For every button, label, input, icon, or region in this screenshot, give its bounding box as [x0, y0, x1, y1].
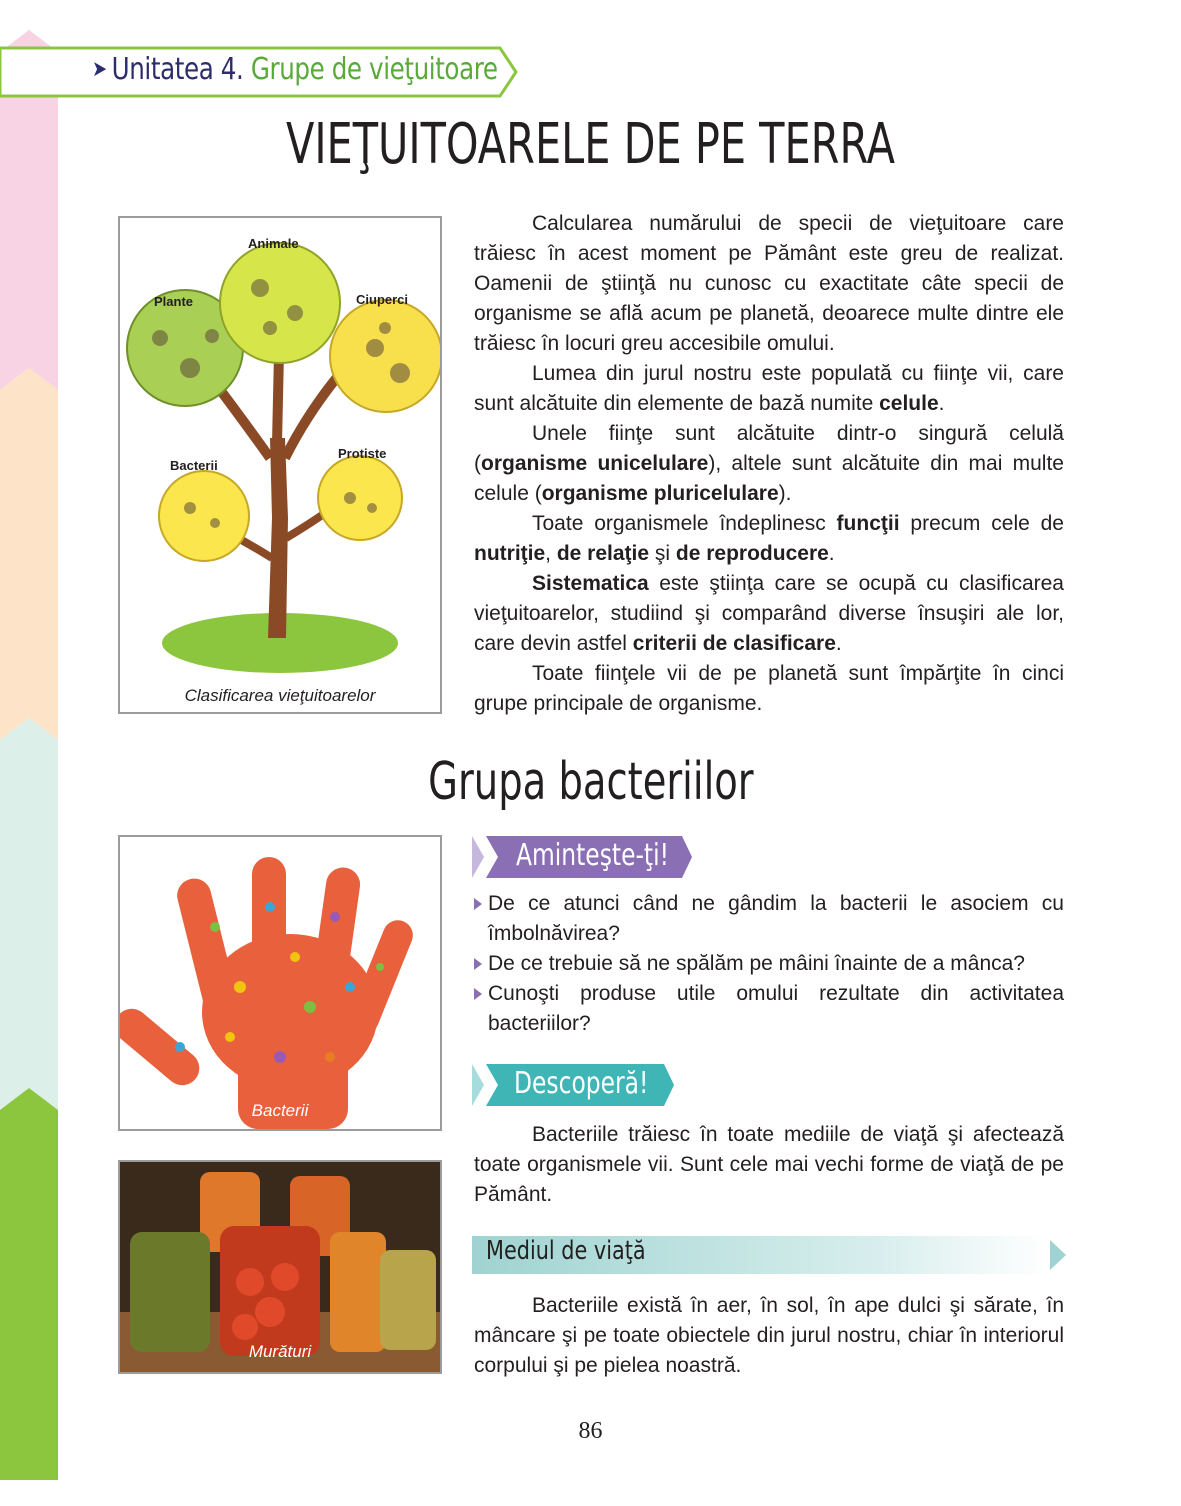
text-run: şi	[649, 542, 676, 565]
text-run: ), altele sunt alcătuite din mai multe celule (	[474, 452, 1064, 505]
intro-paragraph	[474, 509, 1064, 569]
habitat-text: Bacteriile există în aer, în sol, în ape dulci şi sărate, în mâncare şi pe toate obiectele din jurul nostru, chiar în interiorul corpului şi pe pielea noastră.	[474, 1294, 1064, 1377]
discover-label: Descoperă!	[514, 1066, 649, 1101]
bold-term: organisme unicelulare	[481, 452, 709, 475]
bold-term: funcţii	[836, 512, 900, 535]
figure-caption: Murături	[248, 1342, 312, 1361]
label-plante: Plante	[154, 294, 194, 309]
figure-pickles	[118, 1160, 442, 1374]
text-run: precum cele de	[899, 512, 1064, 535]
habitat-label: Mediul de viaţă	[486, 1236, 646, 1266]
intro-paragraph	[474, 659, 1064, 719]
figure-classification-tree	[118, 216, 442, 714]
text-run: Calcularea numărului de specii de vieţuitoare care trăiesc în acest moment pe Pământ este greu de realizat. Oamenii de ştiinţă nu cunosc cu exactitate câte specii de organisme se află acum pe planetă, deoarece multe dintre ele trăiesc în locuri greu accesibile omului.	[474, 212, 1064, 355]
bold-term: nutriţie	[474, 542, 546, 565]
page-number: 86	[578, 1418, 603, 1444]
section-title: Grupa bacteriilor	[427, 752, 754, 812]
text-run: este ştiinţa care se ocupă cu clasificarea vieţuitoarelor, studiind şi comparând diverse însuşiri ale lor, care devin astfel	[474, 572, 1064, 655]
label-protiste: Protiste	[338, 446, 387, 461]
bold-term: celule	[879, 392, 939, 415]
bold-term: criterii de clasificare	[632, 632, 836, 655]
figure-caption: Clasificarea vieţuitoarelor	[184, 686, 376, 705]
hand-illustration	[120, 837, 440, 1129]
remember-label: Aminteşte-ţi!	[516, 838, 669, 873]
label-bacterii: Bacterii	[170, 458, 218, 473]
pickle-jars-illustration	[120, 1162, 440, 1372]
unit-topic: Grupe de vieţuitoare	[250, 52, 498, 87]
text-run: .	[835, 632, 842, 655]
unit-header	[92, 52, 498, 87]
discover-text: Bacteriile trăiesc în toate mediile de viaţă şi afectează toate organismele vii. Sunt cele mai vechi forme de viaţă de pe Pământ.	[474, 1123, 1064, 1206]
intro-text	[474, 209, 1064, 719]
tree-illustration	[120, 218, 440, 712]
remember-questions	[474, 889, 1064, 1039]
text-run: Lumea din jurul nostru este populată cu fiinţe vii, care sunt alcătuite din elemente de bază numite	[474, 362, 1064, 415]
text-run: Toate organismele îndeplinesc	[532, 512, 837, 535]
intro-paragraph	[474, 569, 1064, 659]
text-run: Toate fiinţele vii de pe planetă sunt împărţite în cinci grupe principale de organisme.	[474, 662, 1064, 715]
text-run: Unele fiinţe sunt alcătuite dintr-o singură celulă (	[474, 422, 1064, 475]
bold-term: de relaţie	[556, 542, 650, 565]
text-run: .	[828, 542, 835, 565]
label-animale: Animale	[248, 236, 299, 251]
figure-bacteria-hand	[118, 835, 442, 1131]
chevron-right-icon: ➤	[92, 57, 107, 82]
question-item: Cunoşti produse utile omului rezultate din activitatea bacteriilor?	[474, 979, 1064, 1039]
bold-term: Sistematica	[532, 572, 649, 595]
text-run: .	[938, 392, 945, 415]
question-item: De ce trebuie să ne spălăm pe mâini înainte de a mânca?	[474, 949, 1064, 979]
page-title: VIEŢUITOARELE DE PE TERRA	[286, 112, 895, 177]
intro-paragraph	[474, 209, 1064, 359]
intro-paragraph	[474, 359, 1064, 419]
question-item: De ce atunci când ne gândim la bacterii le asociem cu îmbolnăvirea?	[474, 889, 1064, 949]
label-ciuperci: Ciuperci	[356, 292, 409, 307]
text-run: ,	[545, 542, 557, 565]
unit-label: Unitatea 4.	[111, 52, 244, 87]
intro-paragraph	[474, 419, 1064, 509]
bold-term: organisme pluricelulare	[541, 482, 779, 505]
text-run: ).	[778, 482, 792, 505]
figure-caption: Bacterii	[251, 1101, 309, 1120]
bold-term: de reproducere	[675, 542, 829, 565]
